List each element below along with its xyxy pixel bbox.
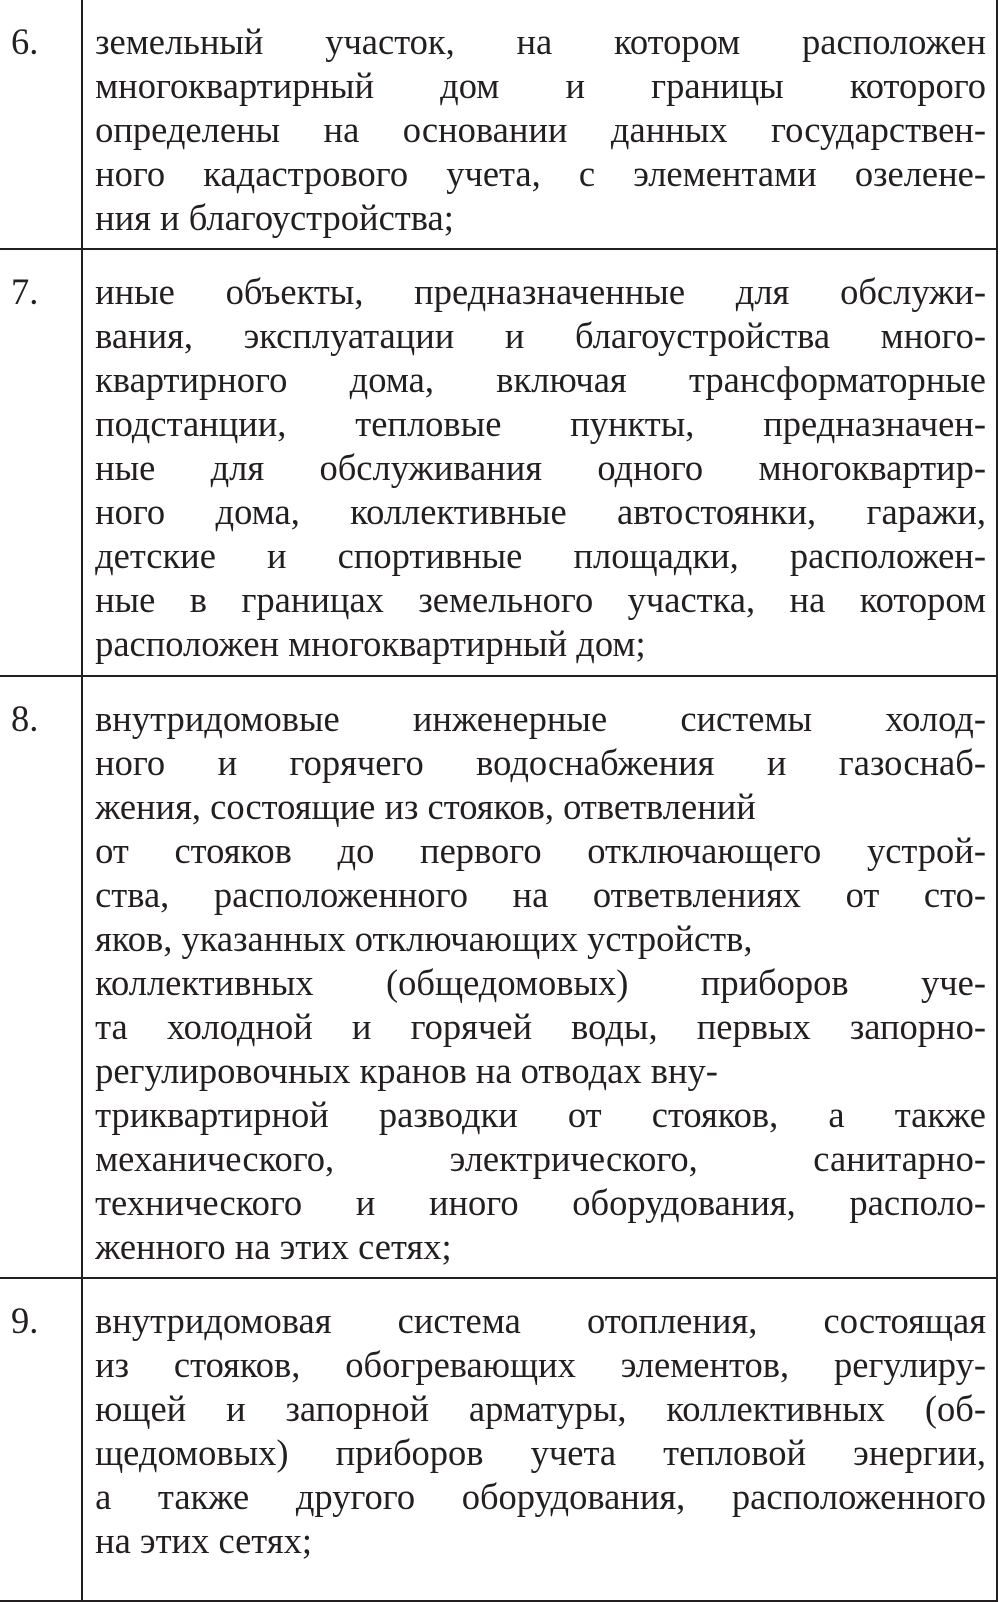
item-text: [83, 677, 996, 1269]
text-line: ющей и запорной арматуры, коллективных (об-: [95, 1388, 986, 1429]
text-line: женного на этих сетях;: [95, 1226, 452, 1267]
table-row: [0, 0, 997, 249]
text-line: внутридомовая система отопления, состоящая: [95, 1300, 986, 1341]
text-line: а также другого оборудования, расположенного: [95, 1476, 986, 1517]
text-line: технического и иного оборудования, располо-: [95, 1182, 986, 1223]
text-line: квартирного дома, включая трансформаторные: [95, 359, 986, 400]
text-line: щедомовых) приборов учета тепловой энергии,: [95, 1432, 986, 1473]
text-line: яков, указанных отключающих устройств,: [95, 918, 753, 959]
table-row: [0, 1278, 997, 1601]
text-line: земельный участок, на котором расположен: [95, 21, 986, 62]
text-line: подстанции, тепловые пункты, предназначен-: [95, 403, 986, 444]
item-number: 9.: [11, 1300, 39, 1341]
item-number: 6.: [11, 21, 39, 62]
text-line: триквартирной разводки от стояков, а также: [95, 1094, 986, 1135]
text-line: из стояков, обогревающих элементов, регулиру-: [95, 1344, 986, 1385]
text-line: иные объекты, предназначенные для обслужи-: [95, 271, 986, 312]
text-line: ства, расположенного на ответвлениях от сто-: [95, 874, 986, 915]
item-text: [83, 1279, 996, 1563]
text-line: расположен многоквартирный дом;: [95, 623, 646, 664]
text-line: жения, состоящие из стояков, ответвлений: [95, 786, 756, 827]
item-number-cell: [0, 1278, 82, 1601]
text-line: коллективных (общедомовых) приборов уче-: [95, 962, 986, 1003]
text-line: регулировочных кранов на отводах вну-: [95, 1050, 718, 1091]
text-line: ного и горячего водоснабжения и газоснаб-: [95, 742, 986, 783]
item-number: 8.: [11, 698, 39, 739]
item-text: [83, 250, 996, 666]
item-text-cell: [82, 1278, 997, 1601]
text-line: та холодной и горячей воды, первых запорно-: [95, 1006, 986, 1047]
text-line: от стояков до первого отключающего устрой-: [95, 830, 986, 871]
item-text-cell: [82, 249, 997, 676]
item-text: [83, 0, 996, 240]
item-number-cell: [0, 249, 82, 676]
item-number: 7.: [11, 271, 39, 312]
table-row: [0, 676, 997, 1278]
text-line: механического, электрического, санитарно-: [95, 1138, 986, 1179]
text-line: определены на основании данных государствен-: [95, 109, 986, 150]
item-text-cell: [82, 0, 997, 249]
text-line: внутридомовые инженерные системы холод-: [95, 698, 986, 739]
table-row: [0, 249, 997, 676]
item-number-cell: [0, 676, 82, 1278]
text-line: на этих сетях;: [95, 1520, 312, 1561]
text-line: ния и благоустройства;: [95, 197, 454, 238]
text-line: многоквартирный дом и границы которого: [95, 65, 986, 106]
text-line: вания, эксплуатации и благоустройства много-: [95, 315, 986, 356]
text-line: детские и спортивные площадки, расположен-: [95, 535, 986, 576]
text-line: ные для обслуживания одного многоквартир-: [95, 447, 986, 488]
text-line: ного дома, коллективные автостоянки, гаражи,: [95, 491, 986, 532]
text-line: ного кадастрового учета, с элементами озелене-: [95, 153, 986, 194]
text-line: ные в границах земельного участка, на котором: [95, 579, 986, 620]
item-number-cell: [0, 0, 82, 249]
item-text-cell: [82, 676, 997, 1278]
